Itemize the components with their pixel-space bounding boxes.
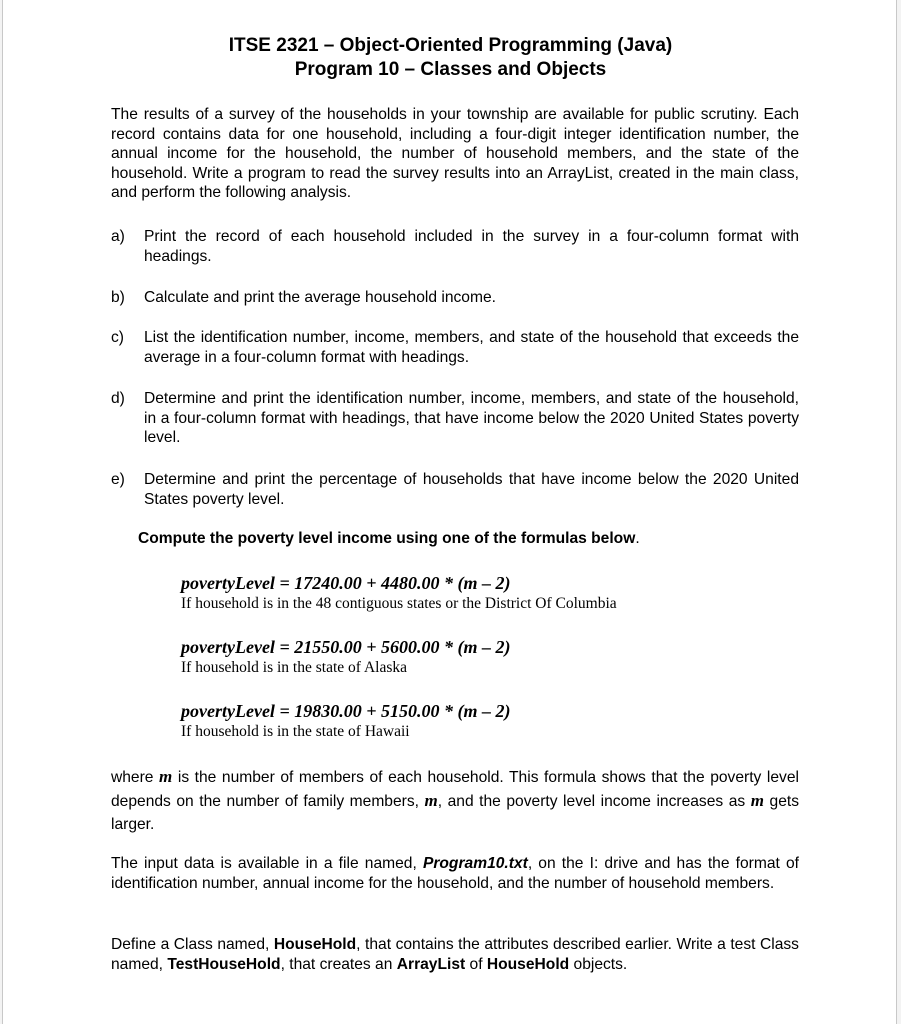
input-text: The input data is available in a file named, <box>111 855 423 872</box>
where-text: gets larger. <box>111 793 799 833</box>
define-text: , that creates an <box>280 955 397 973</box>
item-label: e) <box>111 471 125 488</box>
variable-m: m <box>750 791 764 810</box>
variable-m: m <box>159 767 173 786</box>
item-label: a) <box>111 228 125 245</box>
class-name: TestHouseHold <box>167 955 281 973</box>
course-title: ITSE 2321 – Object-Oriented Programming (Java) <box>228 35 673 56</box>
program-title: Program 10 – Classes and Objects <box>294 59 607 80</box>
item-text: List the identification number, income, members, and state of the household that exceeds the average in a four-column format with headings. <box>144 329 799 366</box>
formula-equation: povertyLevel = 21550.00 + 5600.00 * (m – 2) <box>181 637 511 657</box>
list-item <box>111 389 799 448</box>
item-text: Determine and print the percentage of households that have income below the 2020 United States poverty level. <box>144 471 799 508</box>
item-label: b) <box>111 289 125 306</box>
compute-heading-text: Compute the poverty level income using one of the formulas below <box>138 530 636 547</box>
define-text: objects. <box>569 955 628 973</box>
formula-contiguous <box>181 572 617 613</box>
define-text: Define a Class named, <box>111 936 274 953</box>
item-text: Print the record of each household included in the survey in a four-column format with headings. <box>144 228 799 265</box>
formula-alaska <box>181 636 510 677</box>
intro-paragraph: The results of a survey of the households in your township are available for public scrutiny. Each record contains data for one household, including a four-digit integer identification number, the annual income for the household, the number of household members, and the state of the household. Write a program to read the survey results into an ArrayList, created in the main class, and perform the following analysis. <box>111 106 799 201</box>
item-label: c) <box>111 329 124 346</box>
variable-m: m <box>424 791 438 810</box>
input-paragraph <box>111 854 799 893</box>
formula-hawaii <box>181 700 510 741</box>
define-text: , that contains the attributes described earlier. Write a test Class named, <box>111 936 799 973</box>
where-text: , and the poverty level income increases as <box>437 793 751 810</box>
input-filename: Program10.txt <box>422 855 528 872</box>
class-name: HouseHold <box>486 955 570 973</box>
formula-equation: povertyLevel = 17240.00 + 4480.00 * (m – 2) <box>181 573 511 593</box>
define-paragraph <box>111 935 799 974</box>
define-text: of <box>465 955 487 973</box>
list-item <box>111 328 799 367</box>
where-paragraph <box>111 765 799 836</box>
class-name: HouseHold <box>273 936 357 953</box>
compute-heading <box>138 530 640 548</box>
class-name: ArrayList <box>396 955 466 973</box>
document-page <box>2 0 897 1024</box>
item-text: Determine and print the identification number, income, members, and state of the household, in a four-column format with headings, that have income below the 2020 United States poverty level. <box>144 390 799 446</box>
where-text: is the number of members of each household. This formula shows that the poverty level depends on the number of family members, <box>111 769 799 810</box>
formula-condition: If household is in the 48 contiguous states or the District Of Columbia <box>181 595 617 612</box>
item-text: Calculate and print the average household income. <box>144 289 496 306</box>
formula-condition: If household is in the state of Alaska <box>181 659 407 676</box>
page-title <box>3 34 898 82</box>
input-text: , on the I: drive and has the format of identification number, annual income for the household, and the number of household members. <box>111 855 799 892</box>
list-item <box>111 470 799 509</box>
item-label: d) <box>111 390 125 407</box>
list-item <box>111 288 799 308</box>
compute-period: . <box>635 530 640 547</box>
formula-condition: If household is in the state of Hawaii <box>181 723 410 740</box>
list-item <box>111 227 799 266</box>
where-text: where <box>111 769 160 786</box>
formula-equation: povertyLevel = 19830.00 + 5150.00 * (m – 2) <box>181 701 511 721</box>
